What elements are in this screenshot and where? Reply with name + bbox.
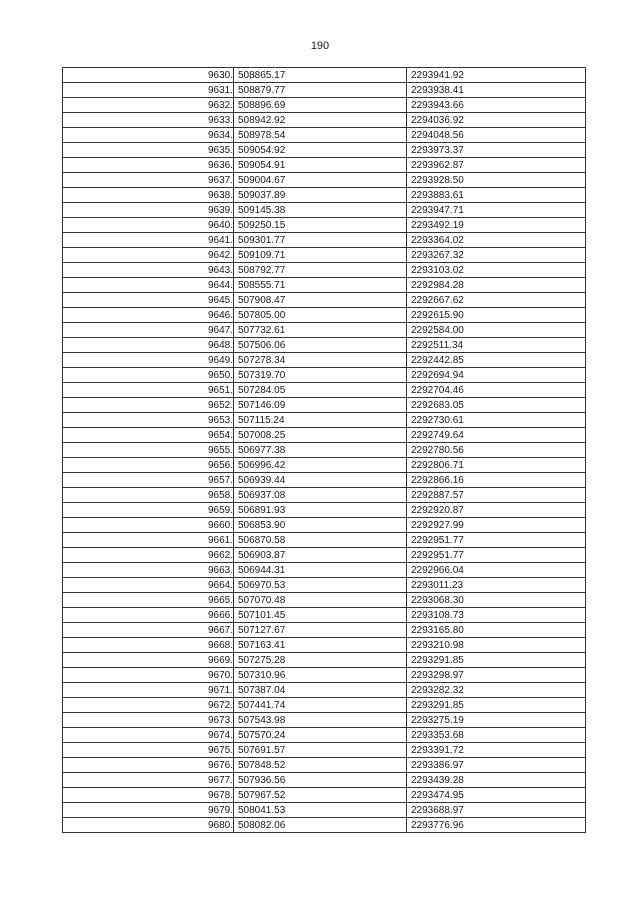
x-coordinate-cell: 507506.06 — [234, 338, 407, 353]
x-coordinate-cell: 508896.69 — [234, 98, 407, 113]
y-coordinate-cell: 2293474.95 — [407, 788, 586, 803]
y-coordinate-cell: 2293291.85 — [407, 653, 586, 668]
table-row — [63, 728, 586, 743]
point-number-cell: 9652. — [63, 398, 234, 413]
table-row — [63, 143, 586, 158]
x-coordinate-cell: 506996.42 — [234, 458, 407, 473]
x-coordinate-cell: 509054.92 — [234, 143, 407, 158]
y-coordinate-cell: 2292927.99 — [407, 518, 586, 533]
x-coordinate-cell: 509109.71 — [234, 248, 407, 263]
y-coordinate-cell: 2292966.04 — [407, 563, 586, 578]
x-coordinate-cell: 508879.77 — [234, 83, 407, 98]
point-number-cell: 9638. — [63, 188, 234, 203]
x-coordinate-cell: 508082.06 — [234, 818, 407, 833]
table-row — [63, 128, 586, 143]
y-coordinate-cell: 2293943.66 — [407, 98, 586, 113]
y-coordinate-cell: 2292806.71 — [407, 458, 586, 473]
point-number-cell: 9670. — [63, 668, 234, 683]
table-row — [63, 773, 586, 788]
table-row — [63, 503, 586, 518]
point-number-cell: 9658. — [63, 488, 234, 503]
table-row — [63, 398, 586, 413]
table-row — [63, 83, 586, 98]
table-row — [63, 788, 586, 803]
y-coordinate-cell: 2293947.71 — [407, 203, 586, 218]
point-number-cell: 9648. — [63, 338, 234, 353]
point-number-cell: 9631. — [63, 83, 234, 98]
table-row — [63, 803, 586, 818]
point-number-cell: 9673. — [63, 713, 234, 728]
y-coordinate-cell: 2292584.00 — [407, 323, 586, 338]
table-row — [63, 488, 586, 503]
point-number-cell: 9671. — [63, 683, 234, 698]
table-row — [63, 323, 586, 338]
y-coordinate-cell: 2294048.56 — [407, 128, 586, 143]
table-row — [63, 413, 586, 428]
point-number-cell: 9632. — [63, 98, 234, 113]
x-coordinate-cell: 507967.52 — [234, 788, 407, 803]
x-coordinate-cell: 509037.89 — [234, 188, 407, 203]
y-coordinate-cell: 2293962.87 — [407, 158, 586, 173]
y-coordinate-cell: 2292749.64 — [407, 428, 586, 443]
y-coordinate-cell: 2292887.57 — [407, 488, 586, 503]
point-number-cell: 9667. — [63, 623, 234, 638]
table-row — [63, 713, 586, 728]
x-coordinate-cell: 508865.17 — [234, 68, 407, 83]
y-coordinate-cell: 2293928.50 — [407, 173, 586, 188]
table-row — [63, 203, 586, 218]
x-coordinate-cell: 507284.05 — [234, 383, 407, 398]
x-coordinate-cell: 509004.67 — [234, 173, 407, 188]
table-row — [63, 443, 586, 458]
y-coordinate-cell: 2292442.85 — [407, 353, 586, 368]
x-coordinate-cell: 507848.52 — [234, 758, 407, 773]
x-coordinate-cell: 507146.09 — [234, 398, 407, 413]
x-coordinate-cell: 506977.38 — [234, 443, 407, 458]
x-coordinate-cell: 507732.61 — [234, 323, 407, 338]
x-coordinate-cell: 506944.31 — [234, 563, 407, 578]
point-number-cell: 9643. — [63, 263, 234, 278]
y-coordinate-cell: 2293973.37 — [407, 143, 586, 158]
point-number-cell: 9656. — [63, 458, 234, 473]
table-row — [63, 158, 586, 173]
table-row — [63, 368, 586, 383]
y-coordinate-cell: 2292984.28 — [407, 278, 586, 293]
x-coordinate-cell: 507441.74 — [234, 698, 407, 713]
y-coordinate-cell: 2293391.72 — [407, 743, 586, 758]
table-row — [63, 563, 586, 578]
point-number-cell: 9649. — [63, 353, 234, 368]
point-number-cell: 9661. — [63, 533, 234, 548]
table-row — [63, 578, 586, 593]
point-number-cell: 9640. — [63, 218, 234, 233]
x-coordinate-cell: 508555.71 — [234, 278, 407, 293]
point-number-cell: 9642. — [63, 248, 234, 263]
y-coordinate-cell: 2292683.05 — [407, 398, 586, 413]
table-row — [63, 683, 586, 698]
table-row — [63, 113, 586, 128]
point-number-cell: 9646. — [63, 308, 234, 323]
point-number-cell: 9663. — [63, 563, 234, 578]
table-row — [63, 338, 586, 353]
point-number-cell: 9651. — [63, 383, 234, 398]
x-coordinate-cell: 507387.04 — [234, 683, 407, 698]
y-coordinate-cell: 2293776.96 — [407, 818, 586, 833]
x-coordinate-cell: 509250.15 — [234, 218, 407, 233]
x-coordinate-cell: 507070.48 — [234, 593, 407, 608]
y-coordinate-cell: 2293165.80 — [407, 623, 586, 638]
x-coordinate-cell: 506853.90 — [234, 518, 407, 533]
x-coordinate-cell: 508978.54 — [234, 128, 407, 143]
y-coordinate-cell: 2293938.41 — [407, 83, 586, 98]
x-coordinate-cell: 509301.77 — [234, 233, 407, 248]
point-number-cell: 9669. — [63, 653, 234, 668]
y-coordinate-cell: 2293883.61 — [407, 188, 586, 203]
point-number-cell: 9660. — [63, 518, 234, 533]
y-coordinate-cell: 2293068.30 — [407, 593, 586, 608]
point-number-cell: 9644. — [63, 278, 234, 293]
table-row — [63, 263, 586, 278]
table-row — [63, 758, 586, 773]
table-row — [63, 233, 586, 248]
point-number-cell: 9678. — [63, 788, 234, 803]
table-row — [63, 278, 586, 293]
point-number-cell: 9637. — [63, 173, 234, 188]
point-number-cell: 9655. — [63, 443, 234, 458]
table-row — [63, 68, 586, 83]
y-coordinate-cell: 2293108.73 — [407, 608, 586, 623]
point-number-cell: 9633. — [63, 113, 234, 128]
x-coordinate-cell: 508041.53 — [234, 803, 407, 818]
x-coordinate-cell: 507691.57 — [234, 743, 407, 758]
point-number-cell: 9639. — [63, 203, 234, 218]
y-coordinate-cell: 2293941.92 — [407, 68, 586, 83]
x-coordinate-cell: 507278.34 — [234, 353, 407, 368]
x-coordinate-cell: 507101.45 — [234, 608, 407, 623]
point-number-cell: 9657. — [63, 473, 234, 488]
point-number-cell: 9662. — [63, 548, 234, 563]
point-number-cell: 9679. — [63, 803, 234, 818]
y-coordinate-cell: 2293267.32 — [407, 248, 586, 263]
table-row — [63, 608, 586, 623]
table-row — [63, 98, 586, 113]
point-number-cell: 9659. — [63, 503, 234, 518]
table-row — [63, 593, 586, 608]
table-row — [63, 248, 586, 263]
y-coordinate-cell: 2293353.68 — [407, 728, 586, 743]
point-number-cell: 9635. — [63, 143, 234, 158]
x-coordinate-cell: 507163.41 — [234, 638, 407, 653]
y-coordinate-cell: 2292920.87 — [407, 503, 586, 518]
point-number-cell: 9665. — [63, 593, 234, 608]
point-number-cell: 9668. — [63, 638, 234, 653]
table-row — [63, 188, 586, 203]
table-row — [63, 518, 586, 533]
table-row — [63, 638, 586, 653]
table-row — [63, 173, 586, 188]
y-coordinate-cell: 2293275.19 — [407, 713, 586, 728]
table-row — [63, 653, 586, 668]
point-number-cell: 9645. — [63, 293, 234, 308]
table-row — [63, 308, 586, 323]
x-coordinate-cell: 508792.77 — [234, 263, 407, 278]
table-row — [63, 533, 586, 548]
table-row — [63, 623, 586, 638]
y-coordinate-cell: 2292780.56 — [407, 443, 586, 458]
point-number-cell: 9672. — [63, 698, 234, 713]
point-number-cell: 9653. — [63, 413, 234, 428]
point-number-cell: 9650. — [63, 368, 234, 383]
x-coordinate-cell: 509145.38 — [234, 203, 407, 218]
x-coordinate-cell: 507805.00 — [234, 308, 407, 323]
y-coordinate-cell: 2292730.61 — [407, 413, 586, 428]
table-row — [63, 818, 586, 833]
y-coordinate-cell: 2292511.34 — [407, 338, 586, 353]
y-coordinate-cell: 2292866.16 — [407, 473, 586, 488]
x-coordinate-cell: 507936.56 — [234, 773, 407, 788]
x-coordinate-cell: 507570.24 — [234, 728, 407, 743]
point-number-cell: 9664. — [63, 578, 234, 593]
x-coordinate-cell: 508942.92 — [234, 113, 407, 128]
coordinates-table — [62, 67, 586, 833]
x-coordinate-cell: 506903.87 — [234, 548, 407, 563]
y-coordinate-cell: 2292667.62 — [407, 293, 586, 308]
point-number-cell: 9674. — [63, 728, 234, 743]
y-coordinate-cell: 2292615.90 — [407, 308, 586, 323]
y-coordinate-cell: 2292704.46 — [407, 383, 586, 398]
y-coordinate-cell: 2292951.77 — [407, 548, 586, 563]
table-row — [63, 218, 586, 233]
table-row — [63, 743, 586, 758]
point-number-cell: 9666. — [63, 608, 234, 623]
table-row — [63, 428, 586, 443]
x-coordinate-cell: 507008.25 — [234, 428, 407, 443]
point-number-cell: 9634. — [63, 128, 234, 143]
x-coordinate-cell: 506939.44 — [234, 473, 407, 488]
y-coordinate-cell: 2293103.02 — [407, 263, 586, 278]
x-coordinate-cell: 507127.67 — [234, 623, 407, 638]
point-number-cell: 9677. — [63, 773, 234, 788]
x-coordinate-cell: 507275.28 — [234, 653, 407, 668]
point-number-cell: 9680. — [63, 818, 234, 833]
table-row — [63, 293, 586, 308]
point-number-cell: 9676. — [63, 758, 234, 773]
table-row — [63, 353, 586, 368]
x-coordinate-cell: 509054.91 — [234, 158, 407, 173]
y-coordinate-cell: 2293492.19 — [407, 218, 586, 233]
y-coordinate-cell: 2293386.97 — [407, 758, 586, 773]
table-row — [63, 668, 586, 683]
x-coordinate-cell: 507115.24 — [234, 413, 407, 428]
x-coordinate-cell: 507908.47 — [234, 293, 407, 308]
point-number-cell: 9654. — [63, 428, 234, 443]
y-coordinate-cell: 2293439.28 — [407, 773, 586, 788]
coordinates-table-body — [63, 68, 586, 833]
point-number-cell: 9675. — [63, 743, 234, 758]
y-coordinate-cell: 2293298.97 — [407, 668, 586, 683]
x-coordinate-cell: 507310.96 — [234, 668, 407, 683]
x-coordinate-cell: 506937.08 — [234, 488, 407, 503]
y-coordinate-cell: 2293282.32 — [407, 683, 586, 698]
x-coordinate-cell: 507543.98 — [234, 713, 407, 728]
y-coordinate-cell: 2293688.97 — [407, 803, 586, 818]
table-row — [63, 548, 586, 563]
y-coordinate-cell: 2293364.02 — [407, 233, 586, 248]
x-coordinate-cell: 506870.58 — [234, 533, 407, 548]
y-coordinate-cell: 2294036.92 — [407, 113, 586, 128]
x-coordinate-cell: 506891.93 — [234, 503, 407, 518]
x-coordinate-cell: 506970.53 — [234, 578, 407, 593]
point-number-cell: 9636. — [63, 158, 234, 173]
x-coordinate-cell: 507319.70 — [234, 368, 407, 383]
table-row — [63, 458, 586, 473]
y-coordinate-cell: 2293011.23 — [407, 578, 586, 593]
y-coordinate-cell: 2292951.77 — [407, 533, 586, 548]
point-number-cell: 9647. — [63, 323, 234, 338]
y-coordinate-cell: 2293210.98 — [407, 638, 586, 653]
table-row — [63, 473, 586, 488]
table-row — [63, 698, 586, 713]
y-coordinate-cell: 2292694.94 — [407, 368, 586, 383]
table-row — [63, 383, 586, 398]
page-number: 190 — [310, 40, 330, 52]
point-number-cell: 9630. — [63, 68, 234, 83]
point-number-cell: 9641. — [63, 233, 234, 248]
y-coordinate-cell: 2293291.85 — [407, 698, 586, 713]
